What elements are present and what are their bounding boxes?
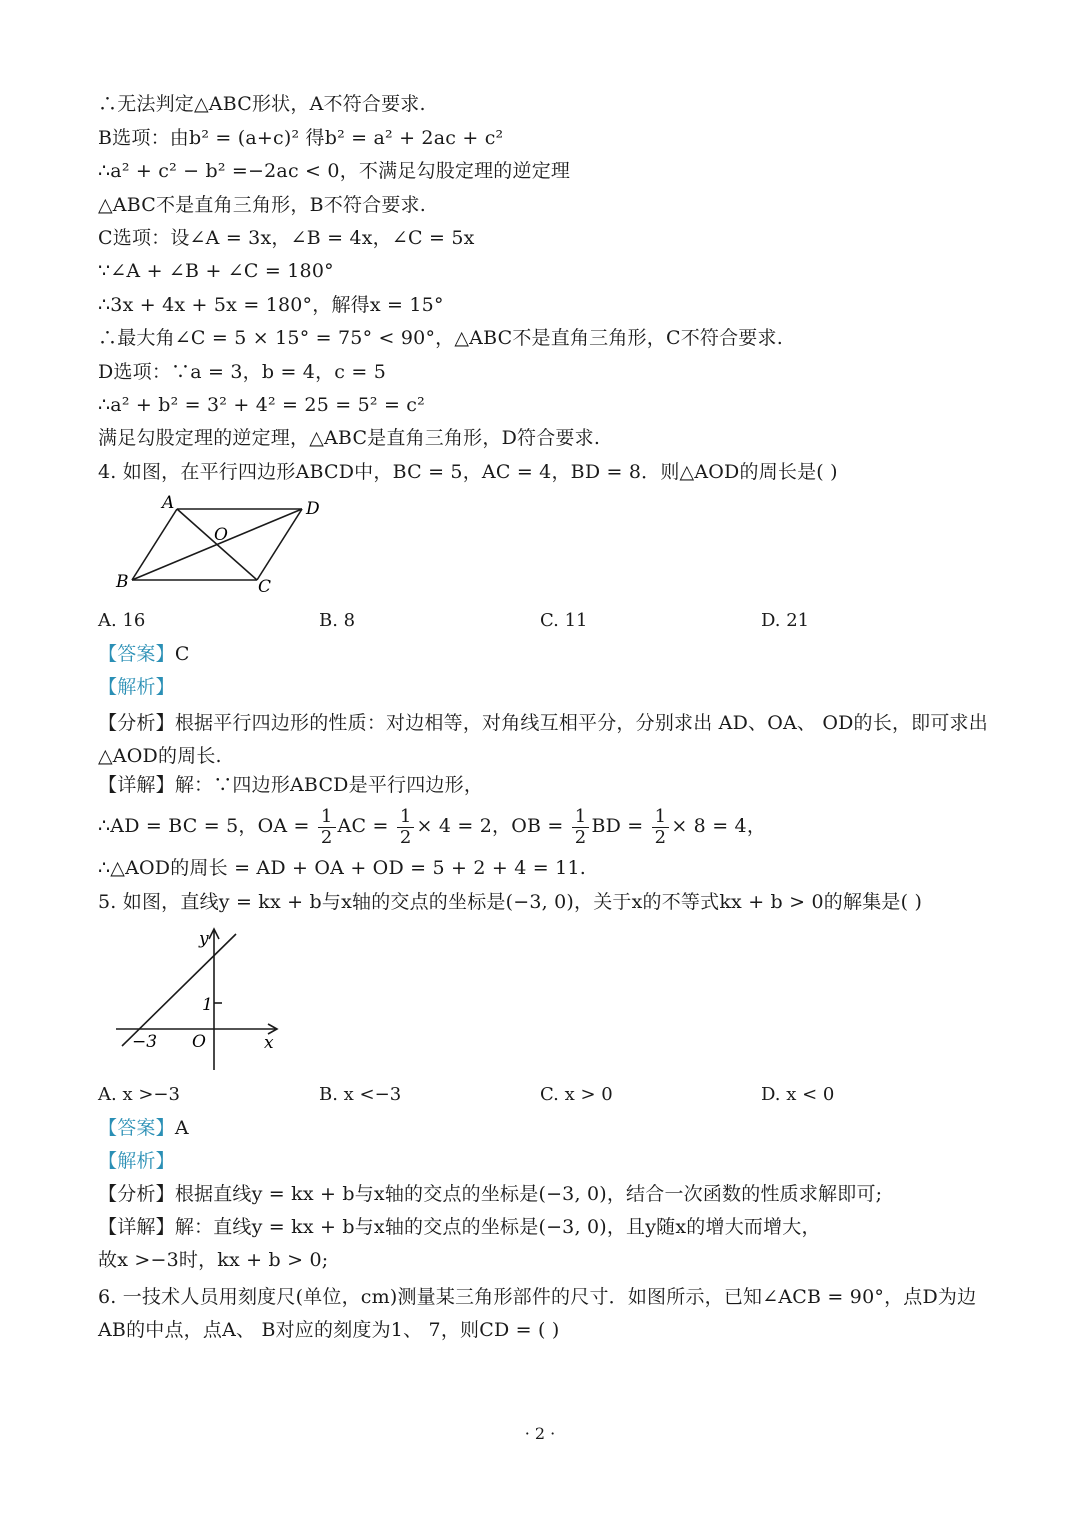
answer-line — [98, 642, 190, 666]
fraction-half — [318, 807, 336, 848]
calc-part: × 4 = 2，OB = — [416, 815, 564, 837]
option-b: B. 8 — [319, 610, 356, 631]
answer-value: C — [174, 643, 190, 665]
option-b: B. x <−3 — [319, 1084, 402, 1105]
fenxi-line — [98, 1182, 882, 1206]
fenxi-paragraph — [98, 707, 988, 773]
solution-line: △ABC不是直角三角形，B不符合要求. — [98, 194, 426, 216]
option-d: D. x < 0 — [761, 1084, 835, 1105]
y-axis-label: y — [199, 929, 209, 949]
fraction-numerator: 1 — [652, 807, 670, 828]
xiangjie-line — [98, 773, 483, 797]
vertex-label-c: C — [258, 577, 272, 597]
fraction-half — [652, 807, 670, 848]
solution-line: D选项：∵a = 3，b = 4，c = 5 — [98, 361, 387, 383]
xiangjie-tag: 【详解】 — [98, 1216, 175, 1238]
calc-part: AC = — [337, 815, 389, 837]
calc-part: BD = — [591, 815, 644, 837]
conclusion-line: 故x >−3时，kx + b > 0; — [98, 1249, 329, 1271]
xiangjie-text: 解：直线y = kx + b与x轴的交点的坐标是(−3, 0)，且y随x的增大而增大， — [174, 1216, 821, 1238]
perimeter-line: ∴△AOD的周长 = AD + OA + OD = 5 + 2 + 4 = 11. — [98, 857, 586, 879]
calc-part: ∴AD = BC = 5，OA = — [98, 815, 310, 837]
fenxi-text: 根据直线y = kx + b与x轴的交点的坐标是(−3, 0)，结合一次函数的性质求解即可; — [174, 1183, 883, 1205]
solution-line: ∴a² + c² − b² =−2ac < 0，不满足勾股定理的逆定理 — [98, 160, 571, 182]
question-4-stem: 4. 如图，在平行四边形ABCD中，BC = 5，AC = 4，BD = 8．则△AOD的周长是( ) — [98, 461, 838, 483]
vertex-label-d: D — [306, 499, 320, 519]
analysis-tag: 【解析】 — [98, 1150, 175, 1172]
origin-label: O — [192, 1032, 206, 1052]
solution-line: C选项：设∠A = 3x，∠B = 4x，∠C = 5x — [98, 227, 475, 249]
question-5-stem: 5. 如图，直线y = kx + b与x轴的交点的坐标是(−3, 0)，关于x的不等式kx + b > 0的解集是( ) — [98, 891, 923, 913]
fraction-numerator: 1 — [318, 807, 336, 828]
solution-line: B选项：由b² = (a+c)² 得b² = a² + 2ac + c² — [98, 127, 504, 149]
fraction-half — [572, 807, 590, 848]
option-a: A. x >−3 — [98, 1084, 180, 1105]
fraction-denominator: 2 — [574, 826, 587, 848]
option-c: C. x > 0 — [540, 1084, 613, 1105]
solution-line: ∴a² + b² = 3² + 4² = 25 = 5² = c² — [98, 394, 425, 416]
analysis-line — [98, 675, 175, 699]
xiangjie-text: 解：∵四边形ABCD是平行四边形， — [174, 774, 484, 796]
page-number: · 2 · — [524, 1424, 556, 1443]
solution-line: ∴无法判定△ABC形状，A不符合要求. — [98, 93, 426, 115]
fraction-denominator: 2 — [399, 826, 412, 848]
solution-line: 满足勾股定理的逆定理，△ABC是直角三角形，D符合要求. — [98, 427, 601, 449]
vertex-label-b: B — [116, 572, 129, 592]
option-c: C. 11 — [540, 610, 588, 631]
fenxi-text: 根据平行四边形的性质：对边相等，对角线互相平分，分别求出 AD、OA、 OD的长，即可求出△AOD的周长. — [98, 712, 988, 767]
center-label-o: O — [214, 525, 228, 545]
answer-line — [98, 1116, 189, 1140]
option-a: A. 16 — [98, 610, 146, 631]
fraction-numerator: 1 — [397, 807, 415, 828]
linear-function-graph — [110, 922, 290, 1074]
fraction-numerator: 1 — [572, 807, 590, 828]
analysis-tag: 【解析】 — [98, 676, 175, 698]
solution-line: ∴最大角∠C = 5 × 15° = 75° < 90°，△ABC不是直角三角形，C不符合要求. — [98, 327, 783, 349]
solution-line: ∴3x + 4x + 5x = 180°，解得x = 15° — [98, 294, 444, 316]
fraction-half — [397, 807, 415, 848]
calculation-line — [98, 805, 766, 848]
xiangjie-tag: 【详解】 — [98, 774, 175, 796]
parallelogram-figure — [112, 492, 332, 598]
analysis-line — [98, 1149, 175, 1173]
vertex-label-a: A — [162, 493, 175, 513]
x-axis-label: x — [264, 1033, 274, 1053]
question-6-stem: 6. 一技术人员用刻度尺(单位，cm)测量某三角形部件的尺寸．如图所示，已知∠ACB = 90°，点D为边AB的中点，点A、 B对应的刻度为1、 7，则CD = ( ) — [98, 1286, 977, 1341]
fraction-denominator: 2 — [654, 826, 667, 848]
answer-value: A — [174, 1117, 189, 1139]
answer-tag: 【答案】 — [98, 1117, 175, 1139]
tick-label-neg3: −3 — [132, 1032, 158, 1052]
option-d: D. 21 — [761, 610, 810, 631]
tick-label-one: 1 — [202, 995, 213, 1015]
answer-tag: 【答案】 — [98, 643, 175, 665]
solution-line: ∵∠A + ∠B + ∠C = 180° — [98, 260, 334, 282]
fenxi-tag: 【分析】 — [98, 1183, 175, 1205]
calc-part: × 8 = 4， — [671, 815, 767, 837]
fraction-denominator: 2 — [320, 826, 333, 848]
xiangjie-line — [98, 1215, 821, 1239]
fenxi-tag: 【分析】 — [98, 712, 175, 734]
